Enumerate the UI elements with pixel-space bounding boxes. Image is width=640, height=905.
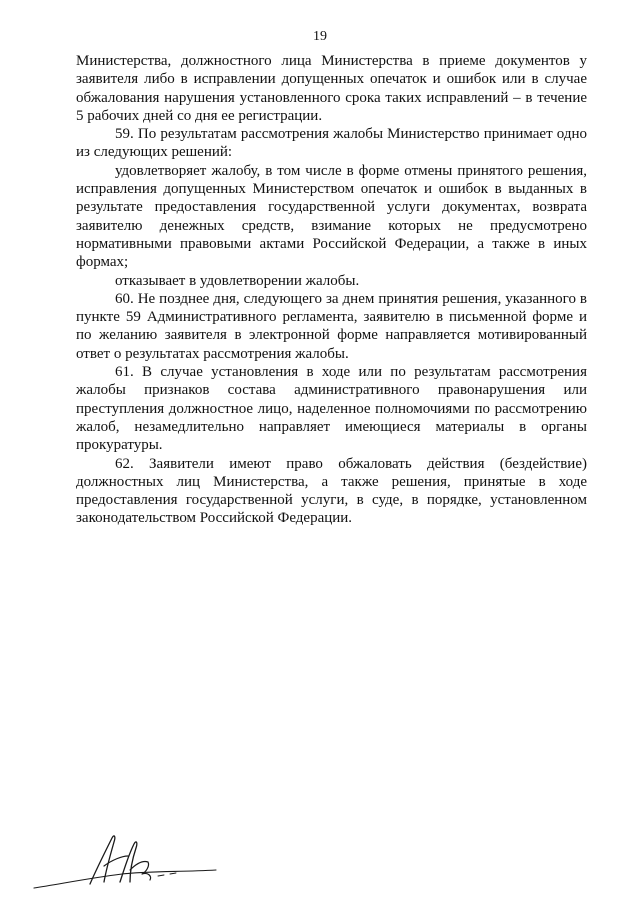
signature-flourish <box>34 870 216 888</box>
paragraph-59: 59. По результатам рассмотрения жалобы Министерство принимает одно из следующих решений: <box>76 126 587 161</box>
page-number: 19 <box>313 29 327 44</box>
signature-tail <box>158 873 176 876</box>
signature-stroke-4 <box>130 861 151 880</box>
paragraph-61: 61. В случае установления в ходе или по результатам рассмотрения жалобы признаков состава административного правонарушения или преступления должностное лицо, наделенное полномочиями по рассмотрению жалоб, незамедлительно направляет имеющиеся материалы в органы прокуратуры. <box>76 364 587 454</box>
signature-stroke-3 <box>120 842 137 882</box>
paragraph-59-option-satisfy: удовлетворяет жалобу, в том числе в форме отмены принятого решения, исправления допущенных Министерством опечаток и ошибок в выданных в результате предоставления государственной услуги документах, возврата заявителю денежных средств, взимание которых не предусмотрено нормативными правовыми актами Российской Федерации, а также в иных формах; <box>76 162 587 271</box>
paragraph-continuation: Министерства, должностного лица Министерства в приеме документов у заявителя либо в исправлении допущенных опечаток и ошибок или в случае обжалования нарушения установленного срока таких исправлений – в течение 5 рабочих дней со дня ее регистрации. <box>76 53 587 124</box>
paragraph-62: 62. Заявители имеют право обжаловать действия (бездействие) должностных лиц Министерства, а также решения, принятые в ходе предоставления государственной услуги, в суде, в порядке, установленном законодательством Российской Федерации. <box>76 455 587 527</box>
paragraph-59-option-refuse: отказывает в удовлетворении жалобы. <box>115 272 360 289</box>
document-body <box>76 52 587 528</box>
paragraph-60: 60. Не позднее дня, следующего за днем принятия решения, указанного в пункте 59 Административного регламента, заявителю в письменной форме и по желанию заявителя в электронной форме направляется мотивированный ответ о результатах рассмотрения жалобы. <box>76 290 587 362</box>
handwritten-signature <box>30 826 230 896</box>
